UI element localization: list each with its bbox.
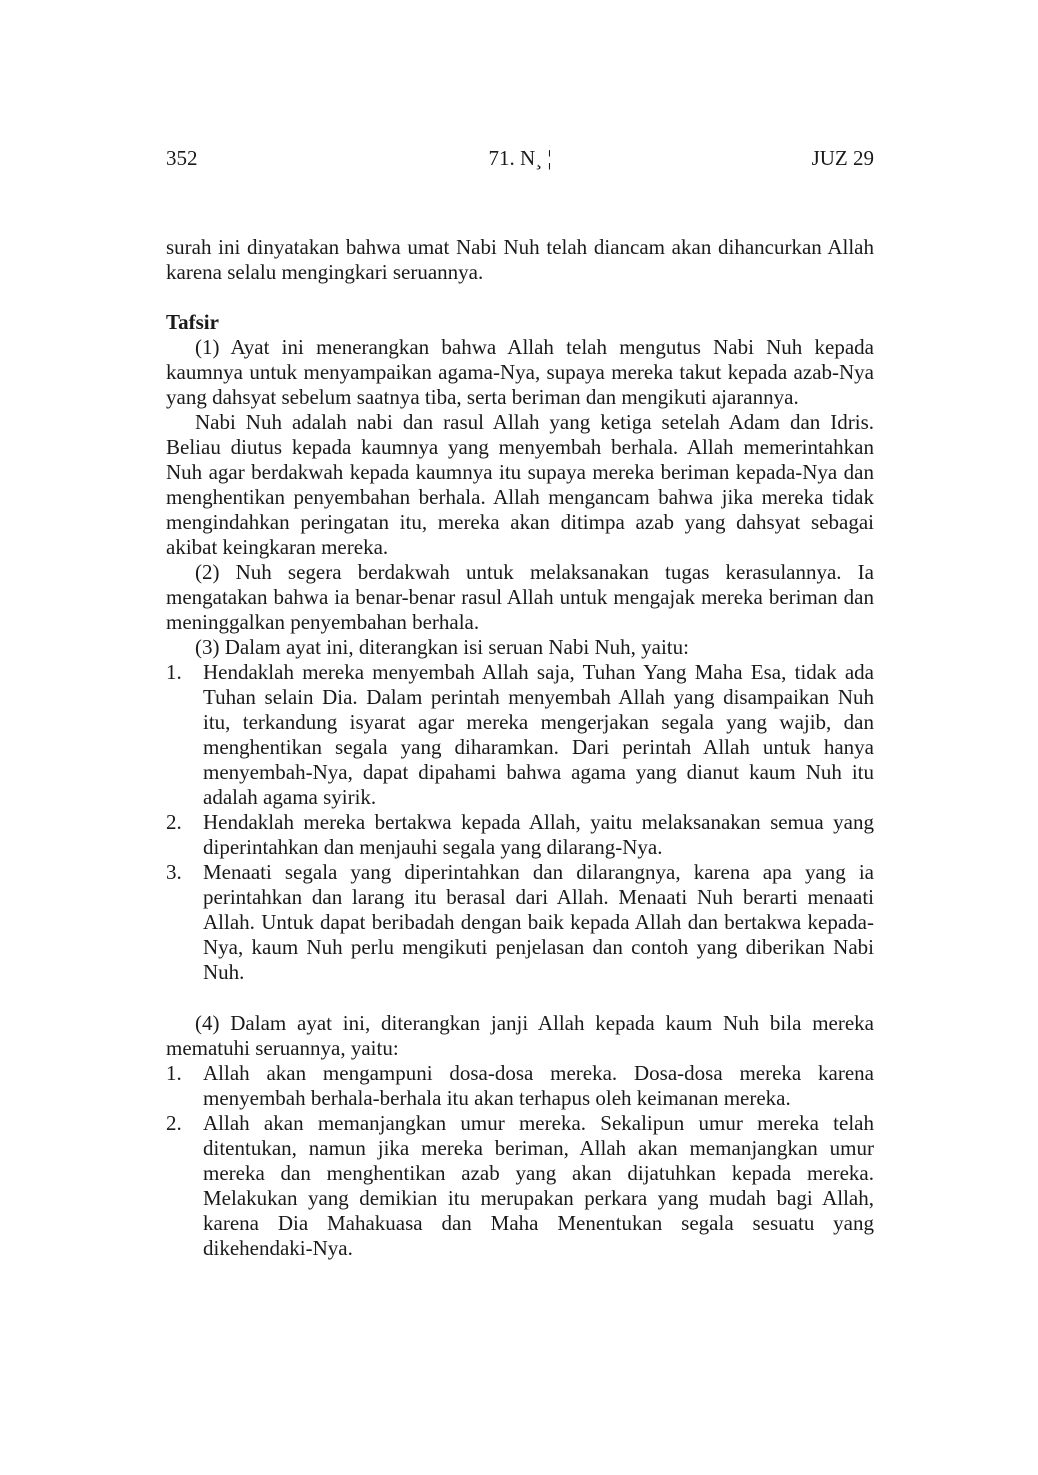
tafsir-paragraph-5: (4) Dalam ayat ini, diterangkan janji Allah kepada kaum Nuh bila mereka mematuhi seruannya, yaitu: xyxy=(166,1011,874,1060)
juz-label: JUZ 29 xyxy=(811,146,874,170)
list-item xyxy=(166,660,874,810)
tafsir-paragraph-4: (3) Dalam ayat ini, diterangkan isi seruan Nabi Nuh, yaitu: xyxy=(195,635,689,659)
list-text: Hendaklah mereka bertakwa kepada Allah, yaitu melaksanakan semua yang diperintahkan dan menjauhi segala yang dilarang-Nya. xyxy=(203,810,874,859)
list-item xyxy=(166,860,874,985)
intro-paragraph: surah ini dinyatakan bahwa umat Nabi Nuh telah diancam akan dihancurkan Allah karena selalu mengingkari seruannya. xyxy=(166,235,874,284)
running-header xyxy=(166,146,874,171)
list-number: 1. xyxy=(166,660,182,684)
page-number: 352 xyxy=(166,146,198,170)
list-text: Menaati segala yang diperintahkan dan dilarangnya, karena apa yang ia perintahkan dan larang itu berasal dari Allah. Menaati Nuh berarti menaati Allah. Untuk dapat beribadah dengan baik kepada Allah dan bertakwa kepada-Nya, kaum Nuh perlu mengikuti penjelasan dan contoh yang diberikan Nabi Nuh. xyxy=(203,860,874,984)
janji-list xyxy=(166,1061,874,1261)
list-number: 2. xyxy=(166,810,182,834)
tafsir-paragraph-2: Nabi Nuh adalah nabi dan rasul Allah yang ketiga setelah Adam dan Idris. Beliau diutus kepada kaumnya yang menyembah berhala. Allah memerintahkan Nuh agar berdakwah kepada kaumnya itu supaya mereka beriman kepada-Nya dan menghentikan penyembahan berhala. Allah mengancam bahwa jika mereka tidak mengindahkan peringatan itu, mereka akan ditimpa azab yang dahsyat sebagai akibat keingkaran mereka. xyxy=(166,410,874,559)
list-item xyxy=(166,1061,874,1111)
list-number: 1. xyxy=(166,1061,182,1085)
list-text: Allah akan mengampuni dosa-dosa mereka. Dosa-dosa mereka karena menyembah berhala-berhala itu akan terhapus oleh keimanan mereka. xyxy=(203,1061,874,1110)
page-body xyxy=(166,235,874,1261)
list-number: 3. xyxy=(166,860,182,884)
tafsir-paragraph-3: (2) Nuh segera berdakwah untuk melaksanakan tugas kerasulannya. Ia mengatakan bahwa ia benar-benar rasul Allah untuk mengajak mereka beriman dan meninggalkan penyembahan berhala. xyxy=(166,560,874,634)
seruan-list xyxy=(166,660,874,985)
list-text: Allah akan memanjangkan umur mereka. Sekalipun umur mereka telah ditentukan, namun jika mereka beriman, Allah akan memanjangkan umur mereka dan menghentikan azab yang akan dijatuhkan kepada mereka. Melakukan yang demikian itu merupakan perkara yang mudah bagi Allah, karena Dia Mahakuasa dan Maha Menentukan segala sesuatu yang dikehendaki-Nya. xyxy=(203,1111,874,1260)
list-item xyxy=(166,810,874,860)
tafsir-paragraph-1: (1) Ayat ini menerangkan bahwa Allah telah mengutus Nabi Nuh kepada kaumnya untuk menyampaikan agama-Nya, supaya mereka takut kepada azab-Nya yang dahsyat sebelum saatnya tiba, serta beriman dan mengikuti ajarannya. xyxy=(166,335,874,409)
list-number: 2. xyxy=(166,1111,182,1135)
section-title: Tafsir xyxy=(166,310,219,334)
list-item xyxy=(166,1111,874,1261)
list-text: Hendaklah mereka menyembah Allah saja, Tuhan Yang Maha Esa, tidak ada Tuhan selain Dia. Dalam perintah menyembah Allah yang disampaikan Nuh itu, terkandung isyarat agar mereka mengerjakan segala yang wajib, dan menghentikan segala yang diharamkan. Dari perintah Allah untuk hanya menyembah-Nya, dapat dipahami bahwa agama yang dianut kaum Nuh itu adalah agama syirik. xyxy=(203,660,874,809)
surah-title: 71. N¸ ¦ xyxy=(488,146,552,170)
